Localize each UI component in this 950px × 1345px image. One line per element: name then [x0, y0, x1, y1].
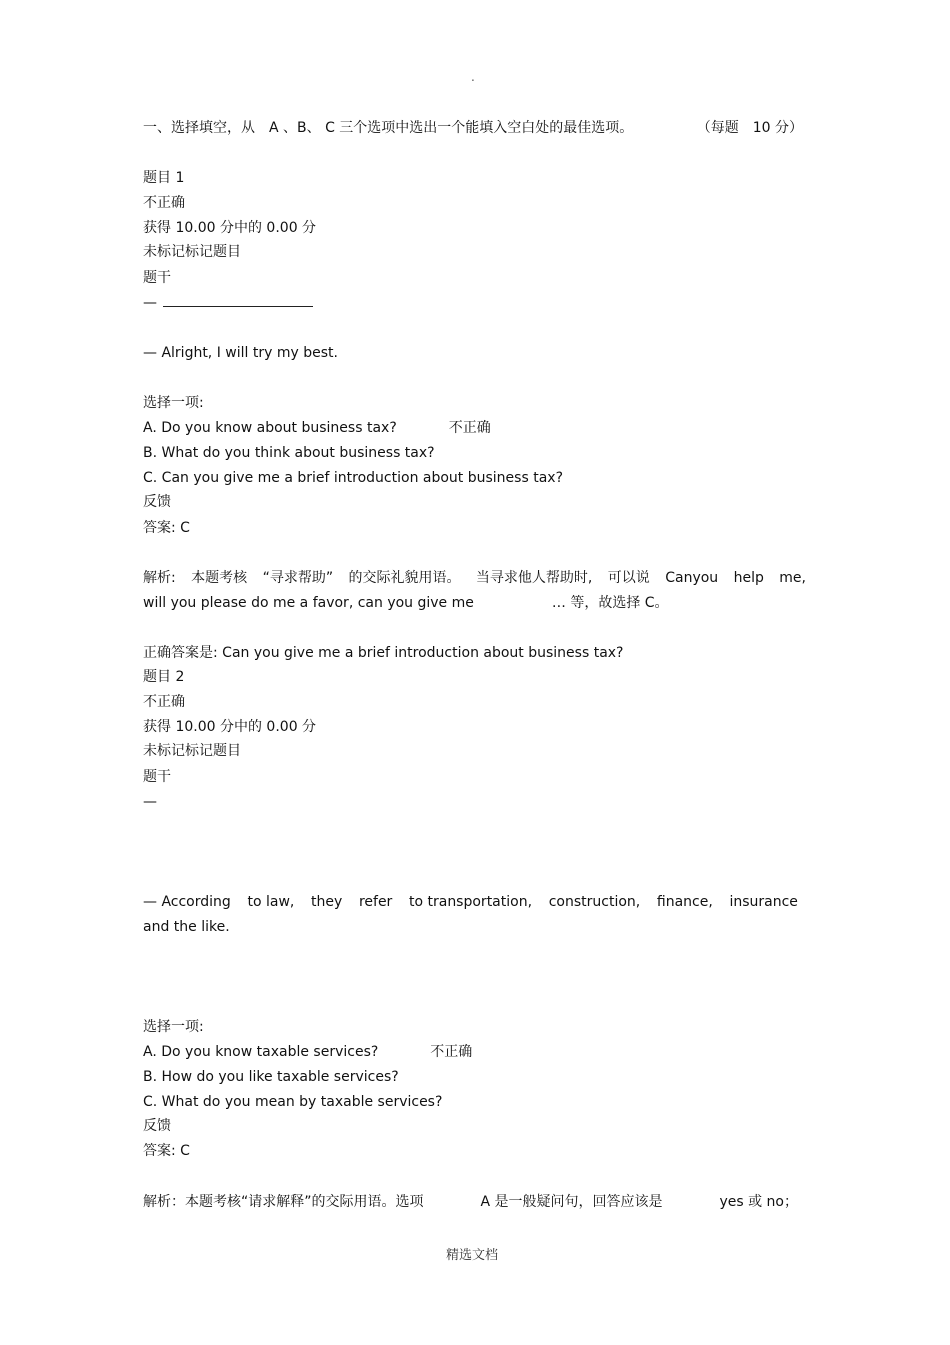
q2-response-word: insurance [729, 894, 798, 910]
q2-option-b[interactable]: B. How do you like taxable services? [143, 1069, 399, 1085]
q2-stem-label: 题干 [143, 769, 171, 785]
q2-status: 不正确 [143, 694, 185, 710]
q2-option-a-mark: 不正确 [430, 1044, 473, 1060]
q2-response-word: to transportation, [408, 894, 533, 910]
q2-dash: — [143, 794, 157, 810]
q2-response-word: to law, [247, 894, 295, 910]
page-footer: 精选文档 [446, 1248, 499, 1263]
q2-analysis-word: yes 或 no； [719, 1194, 798, 1210]
q1-analysis-word: “寻求帮助” [262, 570, 334, 586]
q1-stem-label: 题干 [143, 270, 171, 286]
q2-analysis-word: 解析：本题考核“请求解释”的交际用语。选项 [143, 1194, 424, 1210]
q1-analysis-word: me, [779, 570, 806, 586]
q1-status: 不正确 [143, 195, 185, 211]
q1-analysis-word: 解析: [143, 570, 176, 586]
q1-correct-answer: 正确答案是: Can you give me a brief introduction about business tax? [143, 645, 624, 661]
q1-response: — Alright, I will try my best. [143, 345, 338, 361]
q1-option-c[interactable]: C. Can you give me a brief introduction about business tax? [143, 470, 563, 486]
q2-option-a-text[interactable]: A. Do you know taxable services? [143, 1044, 379, 1060]
q2-response-line1 [143, 893, 798, 911]
q1-option-a[interactable] [143, 419, 491, 437]
q2-choose-label: 选择一项: [143, 1019, 204, 1035]
q1-analysis-word: Canyou [665, 570, 719, 586]
q2-response-word: construction, [548, 894, 641, 910]
instruction-line [143, 119, 803, 137]
q2-response-word: finance, [656, 894, 713, 910]
q2-response-word: refer [358, 894, 393, 910]
header-mark: . [471, 70, 475, 84]
q1-choose-label: 选择一项: [143, 395, 204, 411]
q2-option-c[interactable]: C. What do you mean by taxable services? [143, 1094, 443, 1110]
q1-analysis-word: help [733, 570, 764, 586]
instruction-points: （每题 10 分） [696, 120, 803, 136]
q1-analysis-line2-b: … 等，故选择 C。 [551, 595, 669, 611]
q1-feedback-label: 反馈 [143, 494, 171, 510]
q2-response-line2: and the like. [143, 919, 230, 935]
q1-analysis-word: 可以说 [607, 570, 650, 586]
q2-score: 获得 10.00 分中的 0.00 分 [143, 719, 317, 735]
q2-response-word: — According [143, 894, 231, 910]
q1-option-a-text[interactable]: A. Do you know about business tax? [143, 420, 397, 436]
q2-response-word: they [311, 894, 343, 910]
q1-option-a-mark: 不正确 [448, 420, 491, 436]
q1-analysis-word: 当寻求他人帮助时, [475, 570, 593, 586]
q1-dash: — [143, 295, 157, 311]
q1-option-b[interactable]: B. What do you think about business tax? [143, 445, 435, 461]
q1-blank-line [143, 294, 313, 312]
instruction-text: 一、选择填空，从 A 、B、 C 三个选项中选出一个能填入空白处的最佳选项。 [143, 120, 634, 136]
q1-analysis-line2 [143, 594, 669, 612]
q1-analysis-word: 的交际礼貌用语。 [348, 570, 461, 586]
q1-analysis-line1 [143, 569, 806, 587]
q2-number: 题目 2 [143, 669, 185, 685]
q1-blank [163, 296, 313, 307]
q2-analysis-word: A 是一般疑问句，回答应该是 [480, 1194, 663, 1210]
q2-option-a[interactable] [143, 1043, 472, 1061]
q1-answer: 答案: C [143, 520, 190, 536]
q2-analysis-line [143, 1193, 798, 1211]
q2-feedback-label: 反馈 [143, 1118, 171, 1134]
q1-analysis-word: 本题考核 [191, 570, 248, 586]
q1-score: 获得 10.00 分中的 0.00 分 [143, 220, 317, 236]
q2-flag-question[interactable]: 未标记标记题目 [143, 743, 241, 759]
q1-flag-question[interactable]: 未标记标记题目 [143, 244, 241, 260]
q1-analysis-line2-a: will you please do me a favor, can you give me [143, 595, 474, 611]
q1-number: 题目 1 [143, 170, 185, 186]
q2-answer: 答案: C [143, 1143, 190, 1159]
